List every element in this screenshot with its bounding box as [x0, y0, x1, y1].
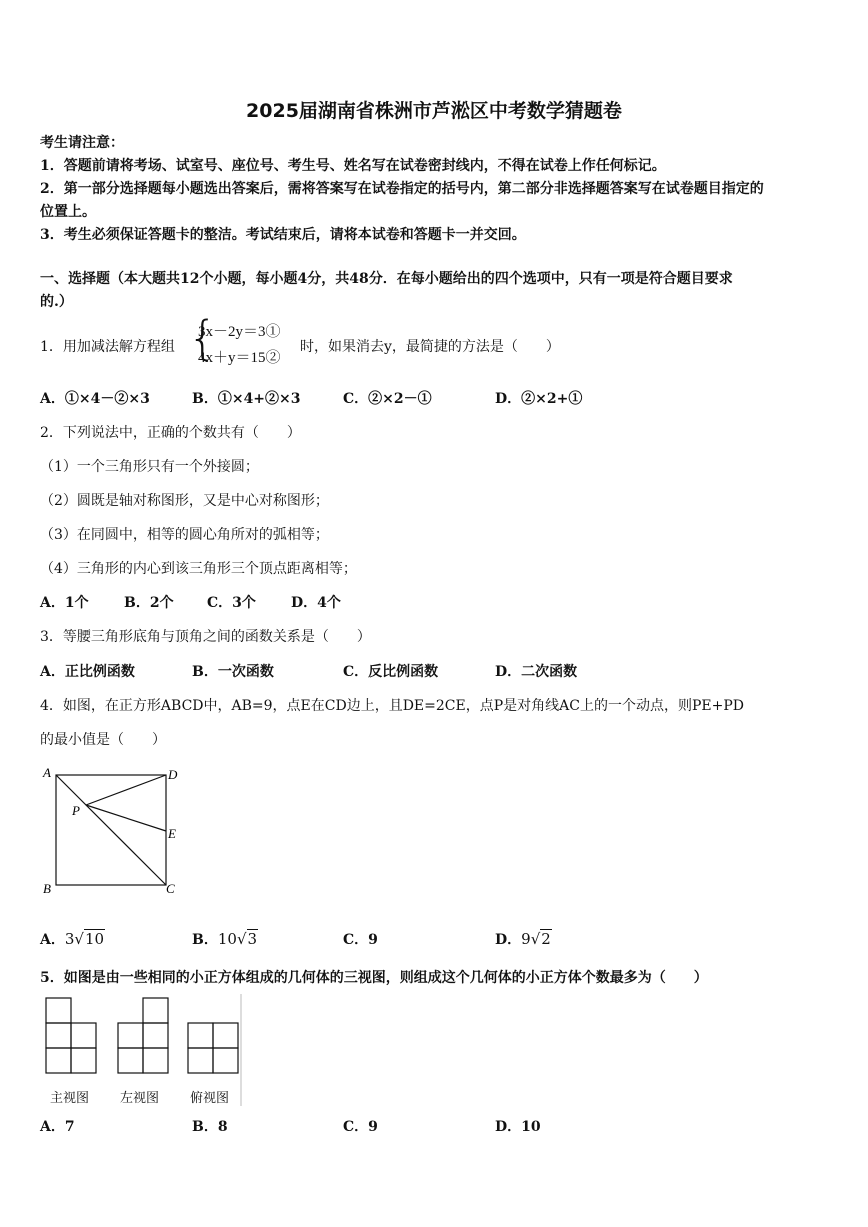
q1-option-a[interactable]: A．①×4－②×3 [40, 391, 150, 407]
q3-option-c[interactable]: C．反比例函数 [343, 664, 439, 680]
top-view-caption: 俯视图 [190, 1091, 230, 1106]
q4-option-b-label: B． [192, 932, 218, 948]
q1-option-d[interactable]: D．②×2+① [495, 391, 583, 407]
q4-stem-line2: 的最小值是（ ） [40, 732, 166, 748]
segment-pe [86, 805, 166, 831]
square-figure [36, 762, 186, 902]
brace-icon: { [188, 311, 218, 365]
q4-option-d[interactable] [495, 929, 552, 949]
q2-item-1: （1）一个三角形只有一个外接圆； [40, 459, 259, 475]
page-title: 2025届湖南省株洲市芦淞区中考数学猜题卷 [246, 100, 622, 122]
q3-stem: 3．等腰三角形底角与顶角之间的函数关系是（ ） [40, 629, 371, 645]
left-view [118, 998, 168, 1073]
q3-option-b[interactable]: B．一次函数 [192, 664, 274, 680]
q4-option-b[interactable] [192, 929, 258, 949]
q1-option-b[interactable]: B．①×4+②×3 [192, 391, 301, 407]
q1-equation-1: 3x－2y＝3① [198, 324, 281, 340]
q5-option-d[interactable]: D．10 [495, 1119, 541, 1135]
q4-option-c[interactable] [343, 929, 378, 949]
q4-stem-line1: 4．如图，在正方形ABCD中，AB=9，点E在CD边上，且DE=2CE，点P是对角线AC上的一个动点，则PE+PD [40, 698, 744, 714]
q5-option-b[interactable]: B．8 [192, 1119, 228, 1135]
q2-item-2: （2）圆既是轴对称图形，又是中心对称图形； [40, 493, 329, 509]
q2-item-3: （3）在同圆中，相等的圆心角所对的弧相等； [40, 527, 329, 543]
notice-item-1: 1．答题前请将考场、试室号、座位号、考生号、姓名写在试卷密封线内，不得在试卷上作任何标记。 [40, 158, 666, 174]
q4-option-a-radicand: 10 [84, 930, 105, 948]
sqrt-icon: √ [236, 930, 247, 948]
q2-item-4: （4）三角形的内心到该三角形三个顶点距离相等； [40, 561, 357, 577]
label-c: C [166, 881, 175, 896]
q2-option-a[interactable]: A．1个 [40, 595, 89, 611]
q4-option-d-label: D． [495, 932, 522, 948]
label-a: A [43, 765, 51, 780]
notice-heading: 考生请注意： [40, 135, 124, 151]
q4-option-a-label: A． [40, 932, 65, 948]
q2-stem: 2．下列说法中，正确的个数共有（ ） [40, 425, 301, 441]
sqrt-icon: √ [74, 930, 84, 948]
q4-option-d-coef: 9 [521, 930, 531, 948]
notice-item-2-cont: 位置上。 [40, 204, 96, 220]
label-e: E [168, 826, 176, 841]
segment-pd [86, 775, 166, 805]
label-d: D [168, 767, 178, 782]
notice-item-2: 2．第一部分选择题每小题选出答案后，需将答案写在试卷指定的括号内，第二部分非选择题答案写在试卷题目指定的 [40, 181, 764, 197]
q3-option-a[interactable]: A．正比例函数 [40, 664, 135, 680]
section-heading: 一、选择题（本大题共12个小题，每小题4分，共48分．在每小题给出的四个选项中，只有一项是符合题目要求 [40, 271, 733, 287]
label-p: P [72, 803, 80, 818]
diagonal-ac [56, 775, 166, 885]
q4-option-b-radicand: 3 [247, 930, 258, 948]
q2-option-b[interactable]: B．2个 [124, 595, 174, 611]
q1-suffix: 时，如果消去y，最简捷的方法是（ ） [300, 339, 560, 355]
notice-item-3: 3．考生必须保证答题卡的整洁。考试结束后，请将本试卷和答题卡一并交回。 [40, 227, 526, 243]
q4-option-c-value: 9 [368, 932, 378, 948]
q5-option-a[interactable]: A．7 [40, 1119, 75, 1135]
section-heading-cont: 的.） [40, 294, 73, 310]
sqrt-icon: √ [530, 930, 541, 948]
q5-option-c[interactable]: C．9 [343, 1119, 378, 1135]
q1-option-c[interactable]: C．②×2－① [343, 391, 432, 407]
label-b: B [43, 881, 51, 896]
q1-prefix: 1．用加减法解方程组 [40, 339, 175, 355]
q4-option-d-radicand: 2 [541, 930, 551, 948]
front-view [46, 998, 96, 1073]
q2-option-c[interactable]: C．3个 [207, 595, 256, 611]
q1-equation-2: 4x＋y＝15② [198, 350, 281, 366]
q2-option-d[interactable]: D．4个 [291, 595, 341, 611]
q4-option-a[interactable] [40, 929, 105, 949]
q5-stem: 5．如图是由一些相同的小正方体组成的几何体的三视图，则组成这个几何体的小正方体个数最多为（ ） [40, 970, 708, 986]
front-view-caption: 主视图 [50, 1091, 90, 1106]
q4-option-b-coef: 10 [217, 930, 237, 948]
top-view [188, 1023, 238, 1073]
q1-equation-system [188, 311, 308, 370]
q3-option-d[interactable]: D．二次函数 [495, 664, 578, 680]
q4-option-c-label: C． [343, 932, 369, 948]
q4-option-a-coef: 3 [64, 930, 75, 948]
left-view-caption: 左视图 [120, 1091, 160, 1106]
